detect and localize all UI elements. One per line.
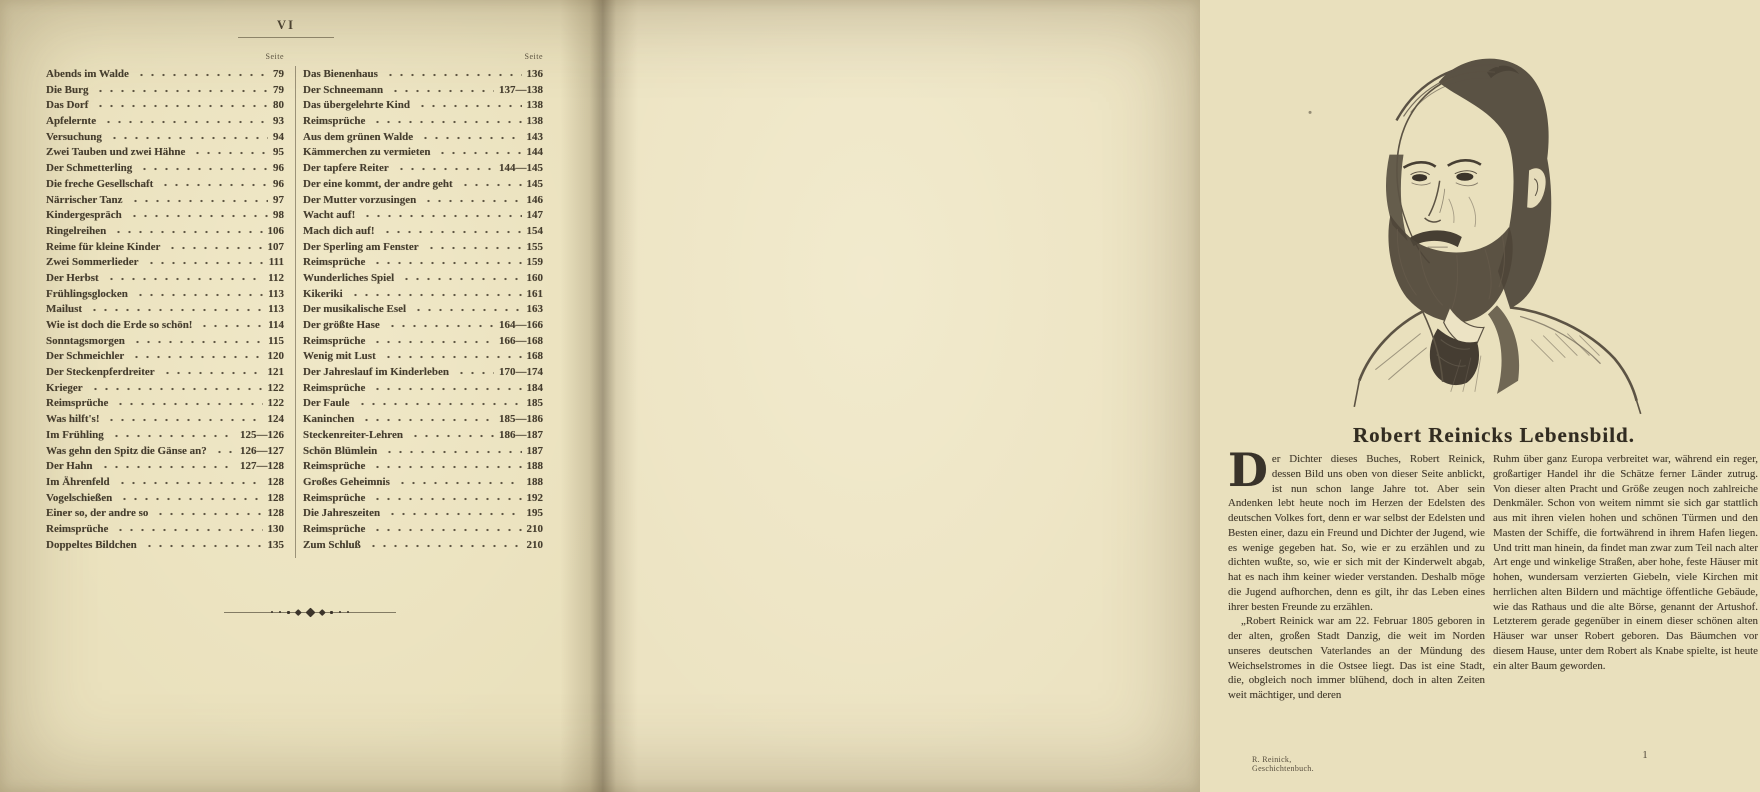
toc-entry-title: Großes Geheimnis — [303, 475, 390, 488]
toc-dot-leader — [132, 334, 263, 344]
toc-dot-leader — [383, 349, 522, 359]
toc-dot-leader — [106, 412, 262, 422]
paragraph-1-text: er Dichter dieses Buches, Robert Reinick, dessen Bild uns oben von dieser Seite anblickt, ist nun schon lange Jahre tot. Aber sein Andenken lebt heute noch im Herzen der Edelsten des deutschen Volkes fort, denn er war selbst der Edelsten und Besten einer, dazu ein Freund und Dichter der Jugend, wie es wenige gegeben hat. So, wie er zu erzählen und zu dichten wußte, so, wie er sich mit der Kinderwelt abgab, hat es nach ihm keiner wieder verstanden. Deshalb möge die Jugend aufhorchen, denn es gilt, ihr das Leben eines ihrer besten Freunde zu erzählen. — [1228, 453, 1485, 613]
toc-entry-title: Frühlingsglocken — [46, 287, 128, 300]
toc-entry-title: Reimsprüche — [303, 334, 366, 347]
toc-dot-leader — [103, 114, 268, 124]
toc-entry-title: Kindergespräch — [46, 209, 122, 222]
toc-dot-leader — [115, 522, 262, 532]
toc-entry-title: Der Schneemann — [303, 83, 384, 96]
toc-row — [303, 271, 543, 287]
toc-entry-title: Der Mutter vorzusingen — [303, 193, 417, 206]
toc-row — [303, 130, 543, 146]
toc-row — [46, 130, 284, 146]
toc-entry-page: 115 — [268, 334, 284, 347]
toc-entry-page: 127—128 — [240, 460, 284, 473]
toc-dot-leader — [90, 381, 263, 391]
toc-row — [46, 318, 284, 334]
toc-entry-page: 122 — [267, 381, 284, 394]
toc-row — [46, 98, 284, 114]
toc-entry-page: 154 — [526, 224, 543, 237]
toc-entry-page: 128 — [267, 507, 284, 520]
toc-dot-leader — [426, 240, 522, 250]
toc-dot-leader — [413, 302, 521, 312]
toc-entry-page: 185—186 — [499, 413, 543, 426]
toc-entry-title: Der Herbst — [46, 271, 99, 284]
toc-entry-title: Im Frühling — [46, 428, 104, 441]
toc-row — [46, 428, 284, 444]
toc-row — [46, 475, 284, 491]
toc-column-header-right: Seite — [524, 52, 543, 61]
toc-dot-leader — [372, 491, 521, 501]
toc-entry-title: Einer so, der andre so — [46, 507, 149, 520]
toc-dot-leader — [109, 130, 268, 140]
toc-dot-leader — [139, 161, 268, 171]
toc-entry-page: 143 — [526, 130, 543, 143]
toc-dot-leader — [385, 67, 522, 77]
toc-row — [303, 193, 543, 209]
toc-row — [303, 302, 543, 318]
toc-row — [303, 161, 543, 177]
toc-row — [303, 428, 543, 444]
toc-entry-title: Der Schmetterling — [46, 162, 133, 175]
toc-row — [46, 240, 284, 256]
toc-dot-leader — [456, 365, 494, 375]
toc-row — [303, 459, 543, 475]
toc-entry-title: Reime für kleine Kinder — [46, 240, 161, 253]
toc-entry-title: Sonntagsmorgen — [46, 334, 125, 347]
toc-dot-leader — [135, 287, 263, 297]
toc-entry-page: 144 — [526, 146, 543, 159]
toc-row — [46, 302, 284, 318]
toc-entry-page: 130 — [267, 522, 284, 535]
toc-entry-title: Die Burg — [46, 83, 89, 96]
toc-dot-leader — [423, 193, 521, 203]
toc-column-divider — [295, 66, 296, 558]
toc-entry-page: 137—138 — [499, 83, 543, 96]
toc-entry-title: Reimsprüche — [303, 491, 366, 504]
toc-entry-page: 128 — [267, 491, 284, 504]
toc-dot-leader — [117, 475, 263, 485]
toc-entry-page: 95 — [273, 146, 284, 159]
toc-dot-leader — [113, 224, 262, 234]
toc-entry-title: Zwei Tauben und zwei Hähne — [46, 146, 186, 159]
toc-entry-title: Zwei Sommerlieder — [46, 256, 139, 269]
toc-entry-page: 184 — [526, 381, 543, 394]
toc-dot-leader — [199, 318, 263, 328]
toc-entry-title: Reimsprüche — [303, 256, 366, 269]
toc-entry-page: 114 — [268, 319, 284, 331]
toc-entry-page: 126—127 — [240, 444, 284, 457]
toc-row — [46, 177, 284, 193]
toc-entry-page: 121 — [267, 366, 284, 379]
toc-row — [46, 334, 284, 350]
toc-entry-page: 113 — [268, 287, 284, 300]
dropcap-initial: D — [1228, 443, 1268, 497]
toc-entry-title: Die freche Gesellschaft — [46, 177, 154, 190]
toc-dot-leader — [372, 114, 521, 124]
toc-dot-leader — [95, 83, 268, 93]
toc-entry-page: 210 — [526, 538, 543, 551]
toc-entry-page: 145 — [526, 177, 543, 190]
body-column-1 — [1228, 443, 1485, 703]
toc-entry-page: 144—145 — [499, 162, 543, 175]
toc-row — [303, 67, 543, 83]
toc-row — [46, 365, 284, 381]
toc-row — [303, 506, 543, 522]
toc-dot-leader — [401, 271, 521, 281]
toc-entry-page: 146 — [526, 193, 543, 206]
toc-entry-title: Das Bienenhaus — [303, 68, 378, 80]
toc-entry-title: Vogelschießen — [46, 491, 113, 504]
toc-dot-leader — [387, 506, 521, 516]
toc-row — [303, 491, 543, 507]
toc-entry-title: Das übergelehrte Kind — [303, 99, 410, 112]
toc-entry-page: 192 — [526, 491, 543, 504]
toc-dot-leader — [106, 271, 263, 281]
toc-entry-page: 188 — [526, 460, 543, 473]
toc-entry-page: 210 — [526, 522, 543, 535]
toc-row — [303, 412, 543, 428]
toc-entry-page: 161 — [526, 287, 543, 300]
toc-entry-title: Mach dich auf! — [303, 224, 375, 237]
toc-dot-leader — [361, 412, 494, 422]
toc-dot-leader — [410, 428, 494, 438]
toc-entry-title: Das Dorf — [46, 99, 89, 112]
toc-entry-title: Der Sperling am Fenster — [303, 240, 419, 253]
ornament-dots — [224, 605, 396, 619]
toc-dot-leader — [89, 302, 263, 312]
toc-row — [303, 114, 543, 130]
toc-row — [303, 475, 543, 491]
toc-row — [46, 349, 284, 365]
toc-row — [303, 145, 543, 161]
toc-entry-title: Wacht auf! — [303, 209, 356, 222]
toc-entry-page: 155 — [526, 240, 543, 253]
toc-entry-title: Der Hahn — [46, 460, 93, 473]
toc-row — [46, 67, 284, 83]
toc-entry-title: Was gehn den Spitz die Gänse an? — [46, 444, 207, 457]
toc-entry-page: 187 — [526, 444, 543, 457]
toc-row — [303, 208, 543, 224]
toc-entry-title: Versuchung — [46, 130, 102, 143]
toc-entry-page: 168 — [526, 350, 543, 363]
toc-entry-title: Mailust — [46, 303, 83, 316]
toc-entry-title: Aus dem grünen Walde — [303, 130, 414, 143]
toc-row — [46, 491, 284, 507]
toc-row — [303, 318, 543, 334]
toc-entry-title: Der größte Hase — [303, 319, 380, 331]
toc-row — [303, 444, 543, 460]
page-number: 1 — [1642, 750, 1648, 761]
toc-row — [303, 538, 543, 554]
toc-entry-page: 188 — [526, 475, 543, 488]
toc-entry-title: Was hilft's! — [46, 413, 100, 426]
toc-entry-page: 135 — [267, 538, 284, 551]
toc-row — [46, 412, 284, 428]
toc-entry-page: 111 — [268, 256, 284, 269]
divider-ornament — [224, 605, 396, 619]
paragraph-2: „Robert Reinick war am 22. Februar 1805 geboren in der alten, großen Stadt Danzig, die weit im Norden unseres deutschen Vaterlandes an der Mündung des Weichselstromes in die Ostsee liegt. Das ist eine Stadt, die, obgleich noch immer blühend, doch in alten Zeiten weit mächtiger, und deren — [1228, 615, 1485, 701]
toc-row — [46, 381, 284, 397]
printer-signature: R. Reinick, Geschichtenbuch. — [1252, 755, 1314, 773]
toc-entry-page: 80 — [273, 99, 284, 112]
toc-entry-page: 164—166 — [499, 319, 543, 331]
toc-dot-leader — [162, 365, 263, 375]
toc-dot-leader — [130, 193, 269, 203]
toc-entry-title: Kämmerchen zu vermieten — [303, 146, 431, 159]
toc-entry-title: Kikeriki — [303, 287, 343, 300]
toc-entry-page: 113 — [268, 303, 284, 316]
toc-entry-title: Wunderliches Spiel — [303, 271, 395, 284]
toc-column-left — [46, 67, 284, 553]
toc-entry-title: Reimsprüche — [303, 460, 366, 473]
toc-entry-page: 124 — [267, 413, 284, 426]
toc-entry-page: 107 — [267, 240, 284, 253]
paragraph-3: Ruhm über ganz Europa verbreitet war, während ein reger, großartiger Handel ihr die Schätze ferner Länder zutrug. Von dieser alten Pracht und Größe zeugen noch zahlreiche Denkmäler. Schon von weitem nimmt sie sich gar stattlich aus mit ihren vielen hohen und schönen Türmen und den Masten der Schiffe, die fortwährend in ihrem Hafen liegen. Und tritt man hinein, da findet man zwar zum Teil nach alter Art enge und winkelige Straßen, aber hohe, feste Häuser mit hohen, wundersam verzierten Giebeln, viele Kirchen mit herrlichen alten Bildern und mächtige öffentliche Gebäude, wie das Rathaus und die alte Börse, genannt der Artushof. Letzterem gerade gegenüber in einem dieser schönen alten Häuser war unser Robert geboren. Das Bäumchen vor diesem Hause, unter dem Robert als Knabe spielte, ist heute ein alter Baum geworden. — [1493, 453, 1758, 672]
toc-entry-title: Reimsprüche — [46, 397, 109, 410]
toc-row — [303, 224, 543, 240]
toc-dot-leader — [214, 444, 235, 454]
toc-dot-leader — [155, 506, 262, 516]
toc-entry-title: Der tapfere Reiter — [303, 162, 389, 175]
toc-dot-leader — [372, 381, 521, 391]
toc-dot-leader — [368, 538, 522, 548]
toc-dot-leader — [382, 224, 522, 234]
toc-entry-title: Der Steckenpferdreiter — [46, 366, 155, 379]
toc-entry-title: Wenig mit Lust — [303, 350, 376, 363]
left-page — [0, 0, 600, 792]
toc-entry-title: Wie ist doch die Erde so schön! — [46, 319, 193, 331]
portrait-robert-reinick — [1300, 36, 1702, 422]
toc-row — [46, 161, 284, 177]
toc-entry-title: Die Jahreszeiten — [303, 507, 381, 520]
toc-row — [303, 522, 543, 538]
body-column-2 — [1493, 452, 1758, 673]
toc-dot-leader — [362, 208, 521, 218]
toc-row — [303, 255, 543, 271]
toc-row — [46, 145, 284, 161]
toc-dot-leader — [397, 475, 522, 485]
toc-entry-page: 136 — [526, 68, 543, 80]
toc-dot-leader — [372, 255, 521, 265]
toc-entry-title: Schön Blümlein — [303, 444, 378, 457]
toc-entry-page: 79 — [273, 83, 284, 96]
toc-entry-page: 185 — [526, 397, 543, 410]
toc-dot-leader — [437, 145, 521, 155]
toc-dot-leader — [460, 177, 522, 187]
toc-dot-leader — [100, 459, 235, 469]
toc-column-header-left: Seite — [265, 52, 284, 61]
toc-dot-leader — [372, 522, 521, 532]
toc-entry-page: 170—174 — [499, 366, 543, 379]
toc-row — [46, 271, 284, 287]
toc-dot-leader — [111, 428, 235, 438]
toc-entry-page: 195 — [526, 507, 543, 520]
toc-entry-title: Steckenreiter-Lehren — [303, 428, 403, 441]
toc-row — [46, 114, 284, 130]
toc-entry-title: Ringelreihen — [46, 224, 107, 237]
toc-row — [46, 522, 284, 538]
toc-entry-page: 97 — [273, 193, 284, 206]
toc-entry-page: 160 — [526, 271, 543, 284]
toc-entry-title: Reimsprüche — [303, 381, 366, 394]
toc-entry-page: 163 — [526, 303, 543, 316]
toc-row — [46, 224, 284, 240]
toc-row — [303, 396, 543, 412]
toc-entry-title: Reimsprüche — [303, 522, 366, 535]
toc-row — [303, 365, 543, 381]
toc-row — [46, 287, 284, 303]
toc-entry-page: 128 — [267, 475, 284, 488]
toc-entry-title: Reimsprüche — [46, 522, 109, 535]
toc-row — [46, 193, 284, 209]
paragraph-1 — [1228, 443, 1485, 614]
chapter-title: Robert Reinicks Lebensbild. — [1353, 423, 1635, 447]
toc-dot-leader — [160, 177, 268, 187]
toc-entry-title: Der musikalische Esel — [303, 303, 407, 316]
toc-row — [46, 444, 284, 460]
page-roman-numeral: VI — [277, 18, 295, 32]
toc-entry-title: Zum Schluß — [303, 538, 361, 551]
toc-dot-leader — [357, 396, 522, 406]
toc-entry-title: Apfelernte — [46, 115, 97, 128]
toc-row — [46, 255, 284, 271]
toc-row — [303, 83, 543, 99]
right-page — [600, 0, 1758, 792]
toc-dot-leader — [95, 98, 268, 108]
toc-entry-page: 122 — [267, 397, 284, 410]
toc-entry-page: 112 — [268, 271, 284, 284]
toc-entry-page: 106 — [267, 224, 284, 237]
toc-entry-page: 120 — [267, 350, 284, 363]
toc-entry-page: 79 — [273, 68, 284, 80]
toc-dot-leader — [396, 161, 494, 171]
toc-entry-title: Im Ährenfeld — [46, 475, 110, 488]
toc-row — [303, 287, 543, 303]
toc-row — [46, 83, 284, 99]
toc-entry-title: Der Schmeichler — [46, 350, 125, 363]
toc-dot-leader — [129, 208, 268, 218]
toc-entry-page: 94 — [273, 130, 284, 143]
toc-entry-title: Der eine kommt, der andre geht — [303, 177, 453, 190]
toc-dot-leader — [146, 255, 264, 265]
toc-row — [303, 381, 543, 397]
toc-entry-page: 96 — [273, 177, 284, 190]
toc-row — [303, 240, 543, 256]
toc-row — [46, 208, 284, 224]
toc-dot-leader — [192, 145, 268, 155]
toc-entry-title: Abends im Walde — [46, 68, 129, 80]
toc-row — [303, 334, 543, 350]
toc-entry-title: Der Jahreslauf im Kinderleben — [303, 366, 449, 379]
toc-entry-page: 138 — [526, 115, 543, 128]
toc-dot-leader — [372, 459, 521, 469]
toc-dot-leader — [390, 83, 494, 93]
toc-dot-leader — [167, 240, 262, 250]
toc-row — [303, 98, 543, 114]
toc-dot-leader — [420, 130, 521, 140]
toc-dot-leader — [372, 334, 494, 344]
toc-row — [303, 349, 543, 365]
toc-row — [46, 538, 284, 554]
toc-dot-leader — [136, 67, 268, 77]
toc-entry-title: Doppeltes Bildchen — [46, 538, 137, 551]
toc-dot-leader — [115, 396, 262, 406]
toc-row — [303, 177, 543, 193]
toc-column-right — [303, 67, 543, 553]
toc-entry-page: 125—126 — [240, 428, 284, 441]
toc-dot-leader — [144, 538, 263, 548]
toc-entry-page: 186—187 — [499, 428, 543, 441]
toc-dot-leader — [384, 444, 521, 454]
toc-entry-title: Reimsprüche — [303, 115, 366, 128]
toc-entry-title: Kaninchen — [303, 413, 355, 426]
toc-dot-leader — [131, 349, 262, 359]
toc-row — [46, 459, 284, 475]
toc-row — [46, 506, 284, 522]
toc-row — [46, 396, 284, 412]
toc-entry-page: 96 — [273, 162, 284, 175]
toc-entry-page: 138 — [526, 99, 543, 112]
toc-dot-leader — [350, 287, 522, 297]
toc-entry-page: 98 — [273, 209, 284, 222]
toc-entry-page: 166—168 — [499, 334, 543, 347]
header-rule — [238, 37, 334, 38]
toc-dot-leader — [119, 491, 262, 501]
toc-entry-page: 159 — [526, 256, 543, 269]
toc-dot-leader — [417, 98, 522, 108]
toc-entry-page: 93 — [273, 115, 284, 128]
toc-dot-leader — [387, 318, 494, 328]
toc-entry-title: Der Faule — [303, 397, 350, 410]
toc-entry-page: 147 — [526, 209, 543, 222]
toc-entry-title: Närrischer Tanz — [46, 193, 123, 206]
toc-entry-title: Krieger — [46, 381, 83, 394]
